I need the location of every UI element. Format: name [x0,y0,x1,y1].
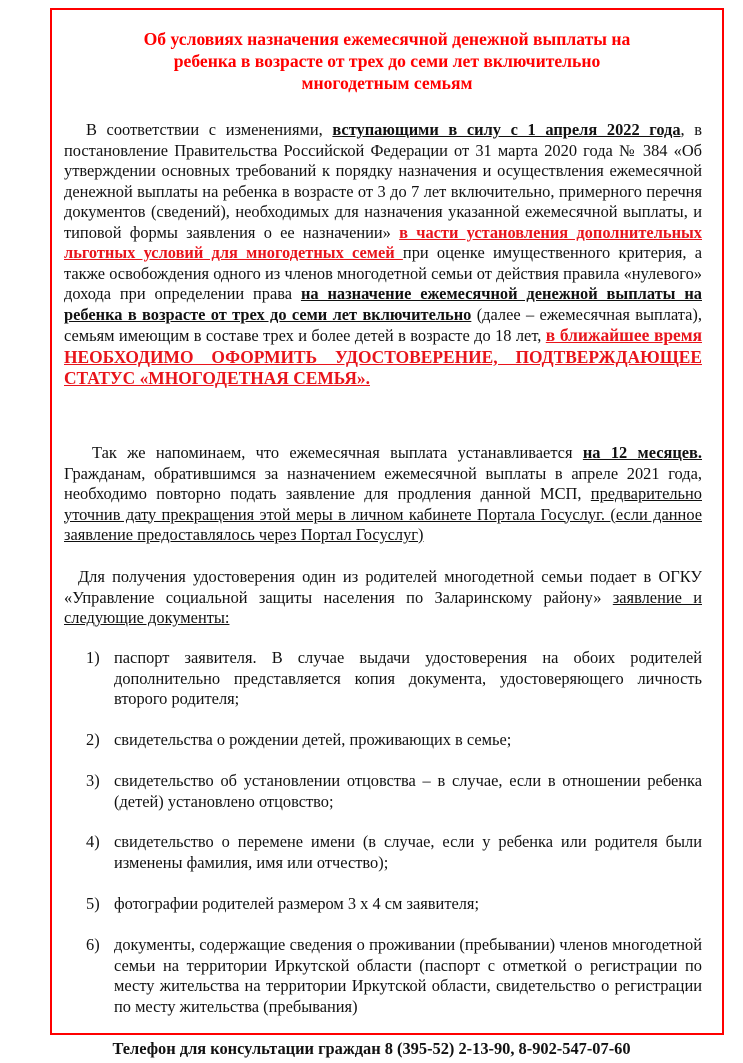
list-item [86,935,702,1017]
paragraph-law-changes [64,120,702,390]
list-item [86,730,702,751]
p1-payment-right: на назначение ежемесячной денежной выплаты на ребенка в возрасте от трех до семи лет включительно [64,284,702,324]
list-item-number: 6) [86,935,100,954]
p2-text-2: Гражданам, обратившимся за назначением ежемесячной выплаты в апреле 2021 года, необходимо повторно подать заявление для продления данной МСП, [64,463,702,503]
list-item-number: 1) [86,648,100,667]
list-item-number: 2) [86,730,100,749]
list-item [86,894,702,915]
p1-text-4: (далее – ежемесячная выплата), семьям имеющим в составе трех и более детей в возрасте до 18 лет, [64,304,702,345]
p1-text-3: при оценке имущественного критерия, а также освобождения одного из членов многодетной семьи от действия правила «нулевого» дохода при определении права [64,243,702,303]
list-item-text: свидетельство о перемене имени (в случае, если у ребенка или родителя были изменены фамилия, имя или отчество); [114,832,702,872]
list-item-text: свидетельства о рождении детей, проживающих в семье; [114,730,512,749]
p1-red-benefits: в части установления дополнительных льготных условий для многодетных семей [64,222,703,262]
p1-effective-date: вступающими в силу с 1 апреля 2022 года [332,120,681,139]
consultation-phone: Телефон для консультации граждан 8 (395-52) 2-13-90, 8-902-547-07-60 [112,1039,631,1058]
p2-text-1: Так же напоминаем, что ежемесячная выплата устанавливается [92,443,583,462]
title-line-2: ребенка в возрасте от трех до семи лет включительно [173,51,601,71]
title-line-3: многодетным семьям [301,73,473,93]
list-item-number: 5) [86,894,100,913]
title-line-1: Об условиях назначения ежемесячной денежной выплаты на [143,29,631,49]
list-item-text: паспорт заявителя. В случае выдачи удостоверения на обоих родителей дополнительно представляется копия документа, удостоверяющего личность второго родителя; [114,648,702,708]
paragraph-how-to-apply [64,567,702,629]
p1-text-1: В соответствии с изменениями, [86,120,333,139]
p2-gosuslugi-note: предварительно уточнив дату прекращения этой меры в личном кабинете Портала Госуслуг. (если данное заявление предоставлялось через Портал Госуслуг) [64,484,702,544]
p3-text-1: Для получения удостоверения один из родителей многодетной семьи подает в ОГКУ «Управление социальной защиты населения по Заларинскому району» [64,567,702,607]
list-item [86,832,702,873]
list-item-number: 4) [86,832,100,851]
p2-twelve-months: на 12 месяцев. [582,443,703,462]
paragraph-reminder [64,443,702,546]
list-item-text: свидетельство об установлении отцовства – в случае, если в отношении ребенка (детей) установлено отцовство; [114,771,702,811]
list-item-text: фотографии родителей размером 3 х 4 см заявителя; [114,894,480,913]
list-item [86,648,702,710]
p3-documents-heading: заявление и следующие документы: [64,587,702,627]
list-item-text: документы, содержащие сведения о проживании (пребывании) членов многодетной семьи на территории Иркутской области (паспорт с отметкой о регистрации по месту жительства на территории Иркутской области, свидетельство о регистрации по месту жительства (пребывания) [114,935,702,1016]
p1-red-certificate-notice: в ближайшее время НЕОБХОДИМО ОФОРМИТЬ УДОСТОВЕРЕНИЕ, ПОДТВЕРЖДАЮЩЕЕ СТАТУС «МНОГОДЕТНАЯ СЕМЬЯ». [64,325,702,388]
list-item [86,771,702,812]
document-title [50,28,724,94]
list-item-number: 3) [86,771,100,790]
p1-text-2: , в постановление Правительства Российской Федерации от 31 марта 2020 года № 384 «Об утверждении основных требований к порядку назначения и осуществления ежемесячной денежной выплаты на ребенка в возрасте от 3 до 7 лет включительно, примерного перечня документов (сведений), необходимых для назначения указанной ежемесячной выплаты, и типовой формы заявления о ее назначении» [64,120,702,242]
